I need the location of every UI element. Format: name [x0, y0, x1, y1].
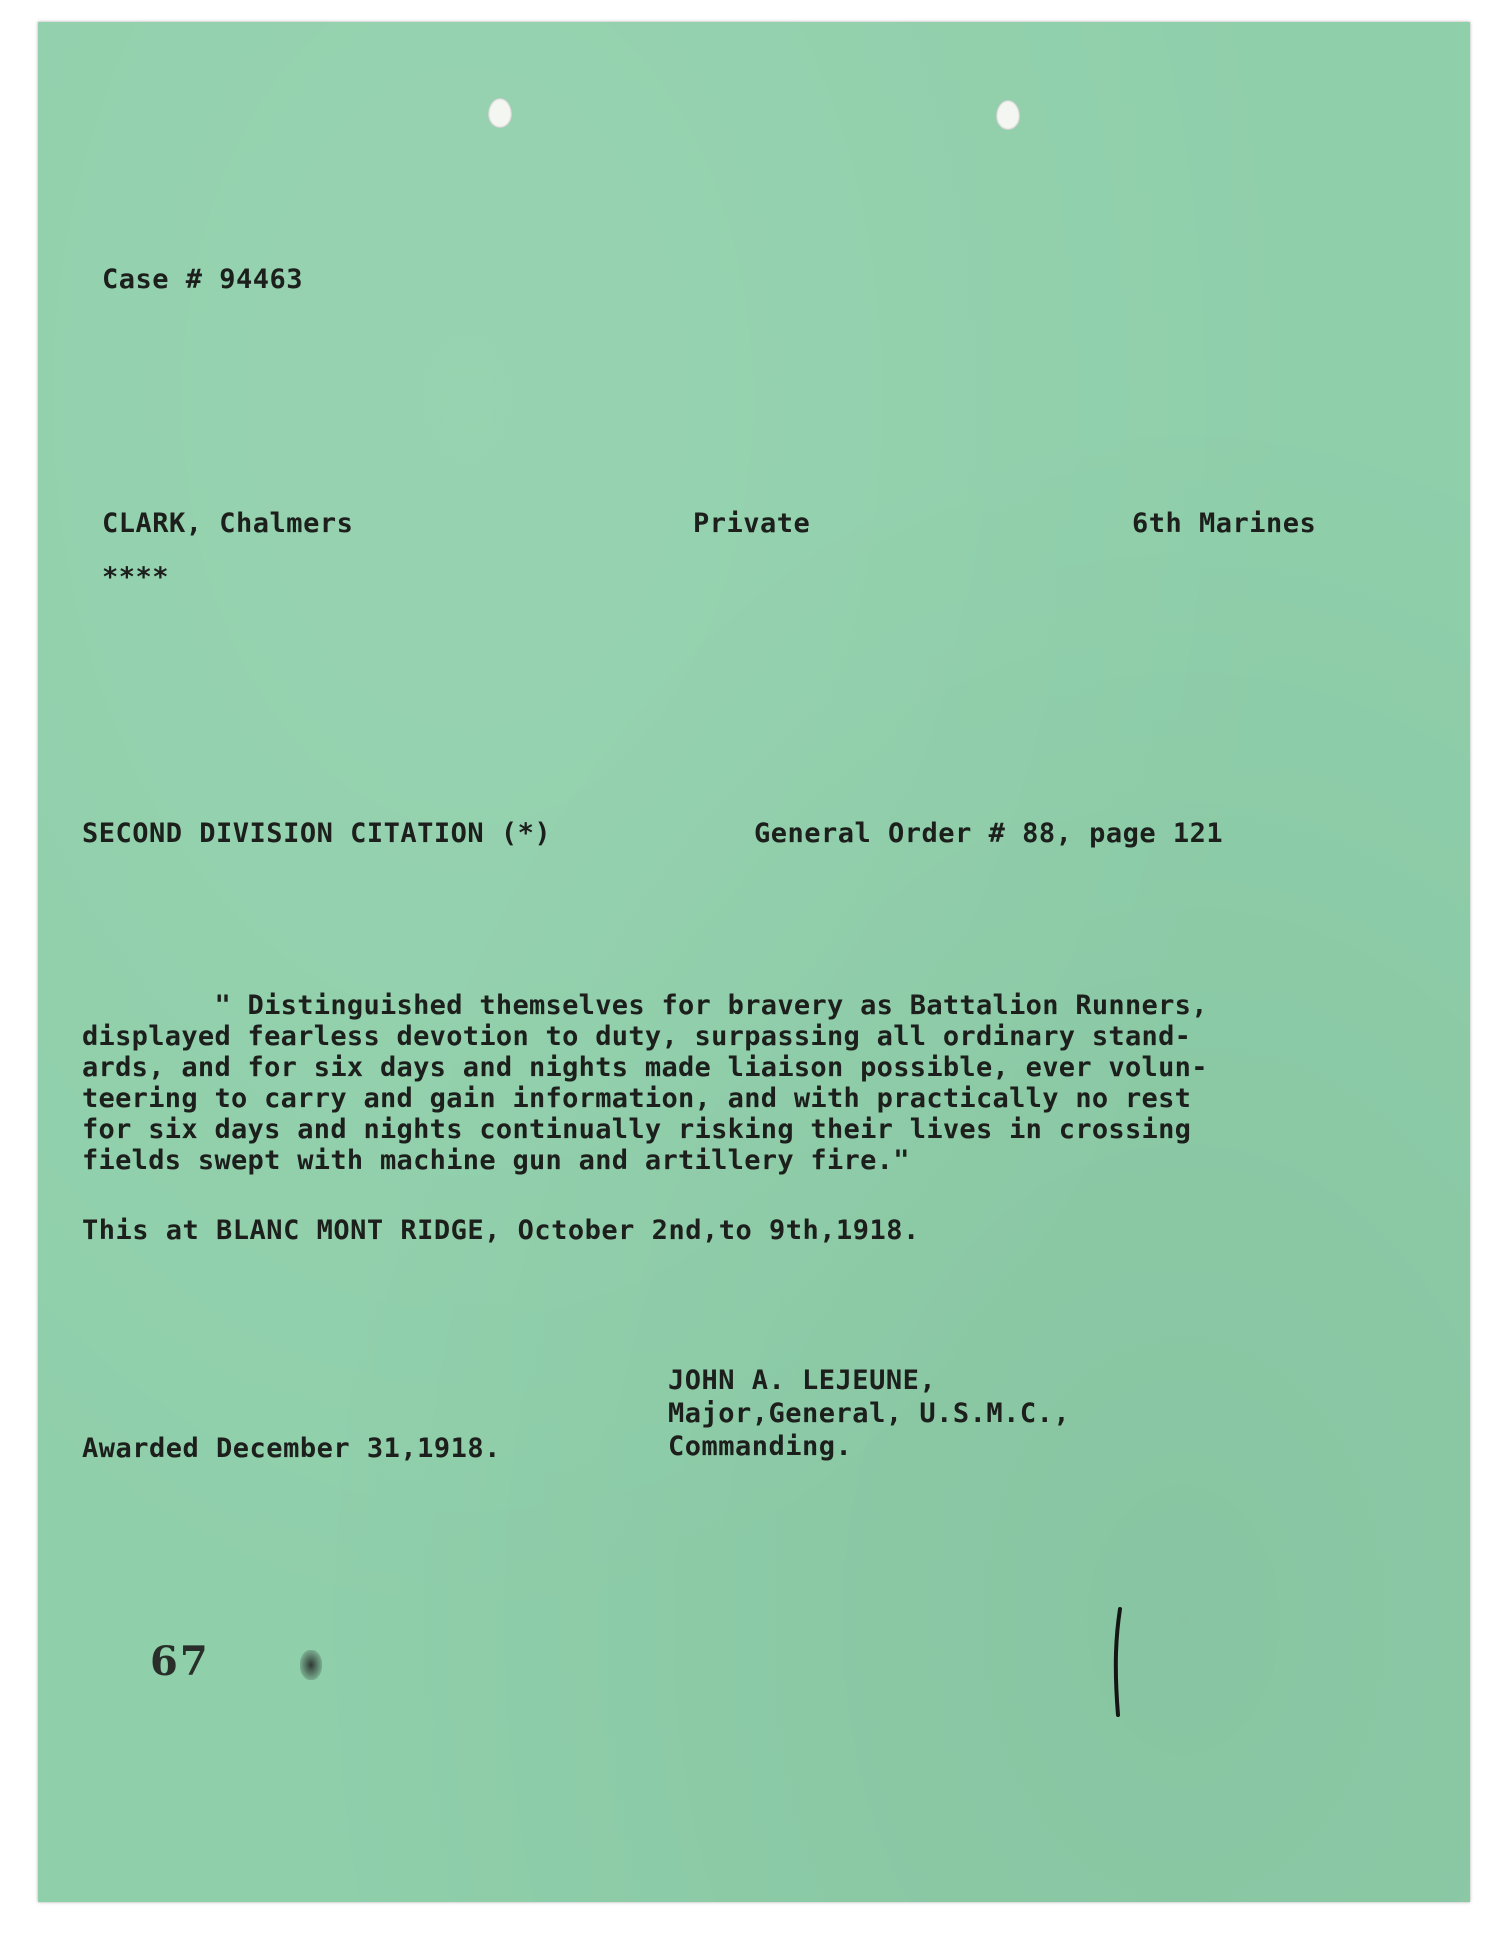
- document-page: [38, 22, 1470, 1902]
- recipient-unit: 6th Marines: [1132, 508, 1317, 539]
- recipient-stars: ****: [102, 562, 170, 593]
- signatory-name: JOHN A. LEJEUNE,: [668, 1365, 937, 1396]
- citation-place: This at BLANC MONT RIDGE, October 2nd,to 9th,1918.: [82, 1215, 920, 1246]
- case-number: Case # 94463: [102, 264, 304, 295]
- quote-line: for six days and nights continually risking their lives in crossing: [82, 1114, 1192, 1145]
- signatory-title: Major,General, U.S.M.C.,: [668, 1398, 1071, 1429]
- quote-line: " Distinguished themselves for bravery as Battalion Runners,: [82, 990, 1208, 1021]
- quote-line: fields swept with machine gun and artillery fire.": [82, 1145, 910, 1176]
- quote-line: displayed fearless devotion to duty, surpassing all ordinary stand-: [82, 1021, 1192, 1052]
- punch-hole-right: [996, 100, 1020, 130]
- signatory-role: Commanding.: [668, 1431, 853, 1462]
- awarded-date: Awarded December 31,1918.: [82, 1433, 501, 1464]
- quote-line: ards, and for six days and nights made liaison possible, ever volun-: [82, 1052, 1208, 1083]
- recipient-name: CLARK, Chalmers: [102, 508, 354, 539]
- citation-type: SECOND DIVISION CITATION (*): [82, 818, 552, 849]
- page-number-stamp: 67: [150, 1638, 210, 1685]
- citation-quote: [82, 990, 1382, 1176]
- recipient-rank: Private: [693, 508, 811, 539]
- general-order: General Order # 88, page 121: [754, 818, 1224, 849]
- ink-smudge: [300, 1650, 322, 1680]
- punch-hole-left: [488, 98, 512, 128]
- quote-line: teering to carry and gain information, and with practically no rest: [82, 1083, 1192, 1114]
- pencil-mark-icon: [1106, 1605, 1136, 1725]
